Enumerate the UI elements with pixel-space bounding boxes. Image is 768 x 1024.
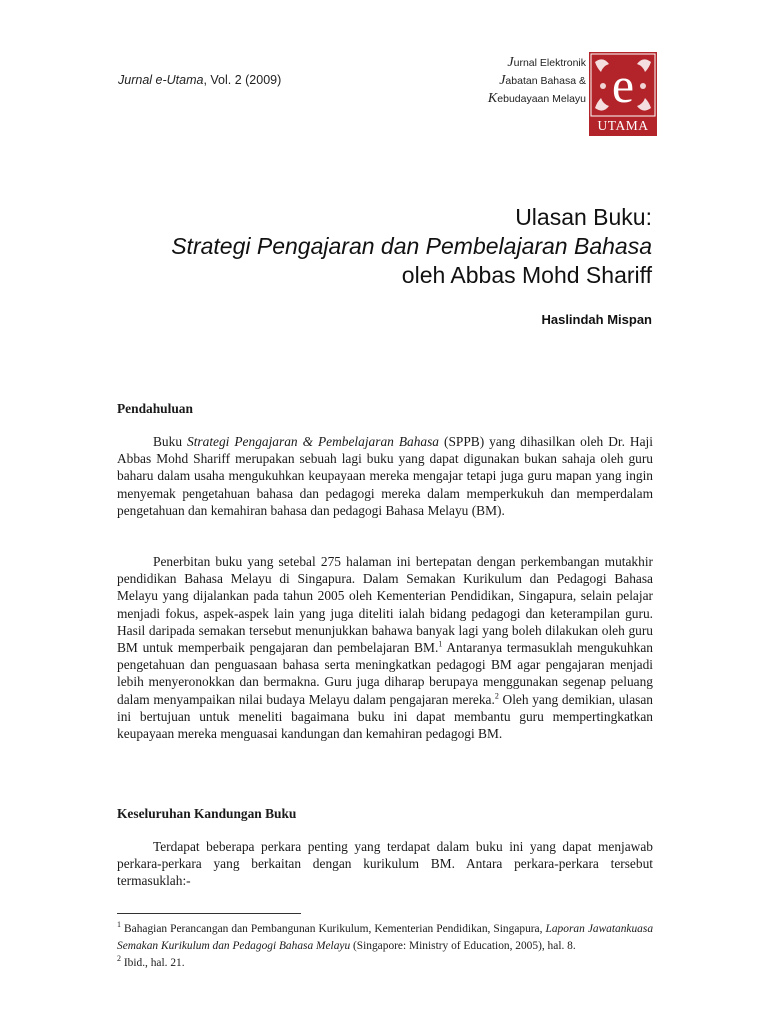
title-line-2: Strategi Pengajaran dan Pembelajaran Bahasa <box>171 233 652 259</box>
paragraph-2: Penerbitan buku yang setebal 275 halaman ini bertepatan dengan perkembangan mutakhir pendidikan Bahasa Melayu di Singapura. Dalam Semakan Kurikulum dan Pedagogi Bahasa Melayu yang dijalankan pada tahun 2005 oleh Kementerian Pendidikan, Singapura, selain pelajar menjadi fokus, aspek-aspek lain yang juga diteliti ialah bidang pedagogi dan keterampilan guru. Hasil daripada semakan tersebut menunjukkan bahawa banyak lagi yang boleh dilakukan oleh guru BM untuk memperbaik pengajaran dan pembelajaran BM.$^1$ Antaranya termasuklah mengukuhkan pengetahuan dan penguasaan bahasa serta meningkatkan pedagogi BM agar pengajaran menjadi lebih menyeronokkan dan bermakna. Guru juga diharap berupaya menggunakan segenap peluang dalam menyampaikan nilai budaya Melayu dalam pengajaran mereka.$^2$ Oleh yang demikian, ulasan ini bertujuan untuk meneliti bagaimana buku ini dapat membantu guru mempertingkatkan keupayaan mereka menguasai kandungan dan kemahiran pedagogi BM. <box>117 554 653 742</box>
logo-emblem-icon <box>589 52 657 118</box>
tagline-initial: J <box>499 73 506 88</box>
logo-letter: e <box>611 57 635 113</box>
book-title: Strategi Pengajaran & Pembelajaran Bahasa <box>187 434 439 449</box>
logo-wordmark: UTAMA <box>597 118 649 133</box>
tagline-line-1: urnal Elektronik <box>513 57 586 69</box>
section-heading: Keseluruhan Kandungan Buku <box>117 806 297 821</box>
section-pendahuluan <box>117 400 653 417</box>
footnote-report-title: Laporan Jawatankuasa Semakan Kurikulum dan Pedagogi Bahasa Melayu <box>117 923 654 952</box>
tagline-initial: J <box>507 55 514 70</box>
paragraph-3: Terdapat beberapa perkara penting yang terdapat dalam buku ini yang dapat menjawab perkara-perkara yang berkaitan dengan kurikulum BM. Antara perkara-perkara tersebut termasuklah:- <box>117 839 653 889</box>
review-title <box>92 203 652 290</box>
title-line-3: oleh Abbas Mohd Shariff <box>401 262 652 288</box>
journal-name: Jurnal e-Utama <box>118 73 204 87</box>
section-heading: Pendahuluan <box>117 401 193 416</box>
section-keseluruhan <box>117 805 653 822</box>
journal-tagline <box>406 54 586 108</box>
footnote-1: $^1$ Bahagian Perancangan dan Pembangunan Kurikulum, Kementerian Pendidikan, Singapura, Laporan Jawatankuasa Semakan Kurikulum dan Pedagogi Bahasa Melayu (Singapore: Ministry of Education, 2005), hal. 8. <box>117 920 654 952</box>
journal-citation <box>118 73 281 87</box>
author-name: Haslindah Mispan <box>541 312 652 327</box>
tagline-line-2: abatan Bahasa & <box>505 75 586 87</box>
e-utama-logo <box>589 52 657 136</box>
footnote-ref-1[interactable]: 1 <box>438 639 443 649</box>
journal-volume: , Vol. 2 (2009) <box>203 73 282 87</box>
footnote-ref-2[interactable]: 2 <box>494 691 499 701</box>
title-line-1: Ulasan Buku: <box>515 204 652 230</box>
footnotes <box>117 921 653 972</box>
footnote-divider <box>117 913 301 914</box>
tagline-line-3: ebudayaan Melayu <box>497 93 586 105</box>
footnote-2: $^2$ Ibid., hal. 21. <box>117 954 185 969</box>
paragraph-1: Buku Strategi Pengajaran & Pembelajaran Bahasa (SPPB) yang dihasilkan oleh Dr. Haji Abbas Mohd Shariff merupakan sebuah lagi buku yang dapat digunakan bukan sahaja oleh guru baharu dalam usaha mengukuhkan keupayaan mereka mengajar tetapi juga guru mapan yang ingin menyemak pengetahuan bahasa dan pedagogi mereka dalam memperkukuh dan memperdalam pengetahuan dan kemahiran bahasa dan pedagogi Bahasa Melayu (BM). <box>117 434 653 518</box>
tagline-initial: K <box>487 91 498 106</box>
